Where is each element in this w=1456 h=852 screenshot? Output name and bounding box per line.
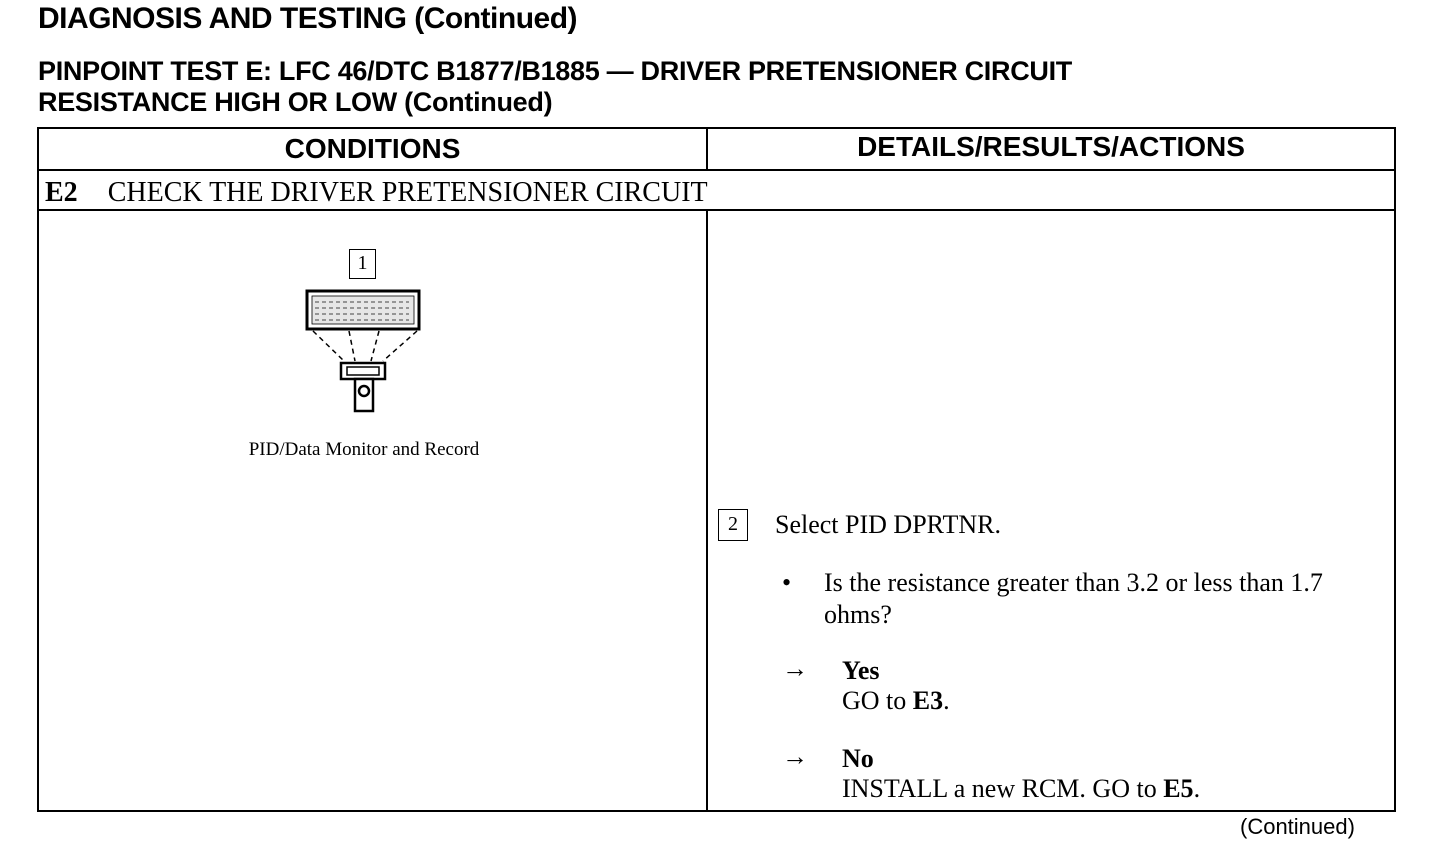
- procedure-table: [37, 127, 1396, 812]
- continued-footer: (Continued): [1240, 814, 1355, 839]
- step-number-box: 2: [718, 509, 748, 541]
- tool-figure: [229, 249, 499, 469]
- conditions-column-header: CONDITIONS: [284, 133, 461, 164]
- pinpoint-test-title: [38, 56, 1338, 118]
- scan-tool-icon: [299, 289, 429, 419]
- arrow-right-icon: →: [782, 654, 808, 683]
- row-divider: [39, 169, 1394, 171]
- outcome-action: [842, 686, 950, 716]
- question-text: Is the resistance greater than 3.2 or less than 1.7 ohms?: [824, 568, 1323, 629]
- action-suffix: .: [943, 686, 950, 715]
- test-title-line-2: RESISTANCE HIGH OR LOW (Continued): [38, 87, 553, 117]
- action-text: GO to: [842, 686, 913, 715]
- outcome-label: Yes: [842, 656, 880, 685]
- step-number-box: 1: [349, 249, 376, 279]
- action-target: E3: [912, 686, 944, 715]
- details-column-header: DETAILS/RESULTS/ACTIONS: [857, 131, 1245, 162]
- action-target: E5: [1163, 774, 1194, 803]
- outcome-action: [842, 774, 1200, 804]
- row-divider: [39, 209, 1394, 211]
- step-title-row: [45, 177, 708, 209]
- action-suffix: .: [1193, 774, 1201, 803]
- bullet-icon: •: [782, 568, 792, 597]
- tool-caption: PID/Data Monitor and Record: [248, 439, 480, 460]
- step-instruction: Select PID DPRTNR.: [775, 510, 1001, 539]
- arrow-right-icon: →: [782, 742, 808, 771]
- step-id: E2: [45, 177, 78, 208]
- test-title-line-1: PINPOINT TEST E: LFC 46/DTC B1877/B1885 — DRIVER PRETENSIONER CIRCUIT: [38, 56, 1073, 86]
- outcome-label: No: [842, 744, 874, 773]
- step-title: CHECK THE DRIVER PRETENSIONER CIRCUIT: [107, 177, 708, 208]
- column-divider: [706, 209, 708, 810]
- action-text: INSTALL a new RCM. GO to: [842, 774, 1164, 803]
- section-heading: DIAGNOSIS AND TESTING (Continued): [38, 2, 578, 35]
